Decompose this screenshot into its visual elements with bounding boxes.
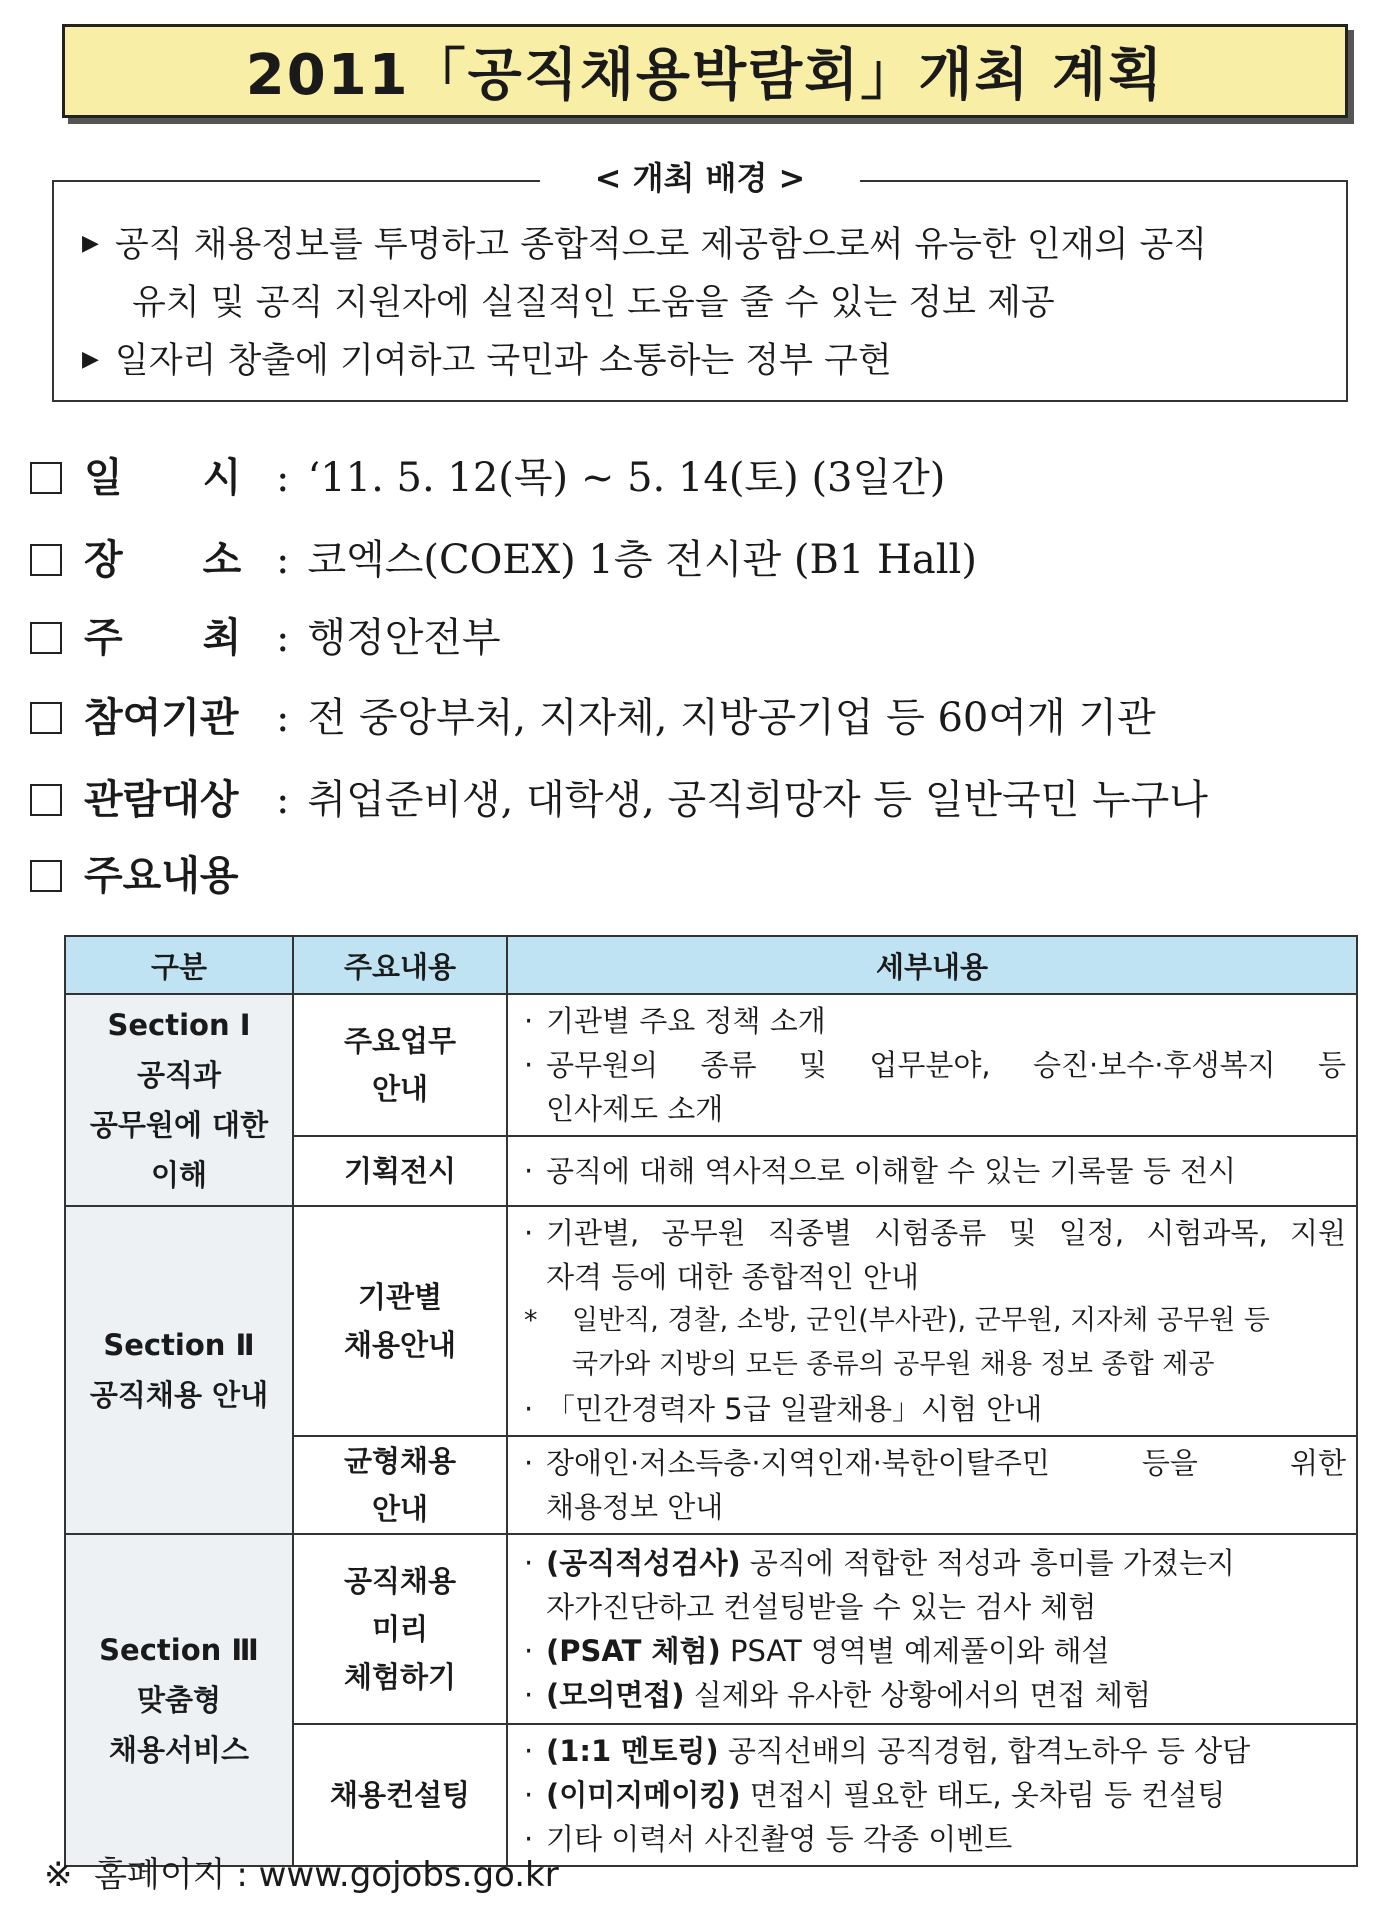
info-value: 행정안전부 (307, 615, 501, 661)
section-1-cell: Section Ⅰ 공직과 공무원에 대한 이해 (65, 994, 293, 1206)
info-row-date: 일 시 : ‘11. 5. 12(목) ~ 5. 14(토) (3일간) (30, 448, 945, 508)
info-label: 일 시 (84, 455, 242, 501)
sub-agency-recruit: 기관별 채용안내 (293, 1206, 507, 1436)
detail-balanced-recruit: · 장애인·저소득층·지역인재·북한이탈주민 등을 위한 채용정보 안내 (507, 1436, 1357, 1534)
section-3-cell: Section Ⅲ 맞춤형 채용서비스 (65, 1534, 293, 1866)
sub-preview-experience: 공직채용 미리 체험하기 (293, 1534, 507, 1724)
info-row-audience: 관람대상 : 취업준비생, 대학생, 공직희망자 등 일반국민 누구나 (30, 770, 1208, 830)
table-row (65, 994, 1357, 1136)
header-main: 주요내용 (293, 936, 507, 994)
checkbox-square-icon (30, 462, 62, 494)
info-label: 주 최 (84, 615, 242, 661)
background-bullet-1-cont: 유치 및 공직 지원자에 실질적인 도움을 줄 수 있는 정보 제공 (132, 283, 1055, 323)
sub-balanced-recruit: 균형채용 안내 (293, 1436, 507, 1534)
detail-recruit-consulting: · (1:1 멘토링) 공직선배의 공직경험, 합격노하우 등 상담 · (이미지메이킹) 면접시 필요한 태도, 옷차림 등 컨설팅 · 기타 이력서 사진촬영 등 각종 이벤트 (507, 1724, 1357, 1866)
background-bullet-2: ▶ 일자리 창출에 기여하고 국민과 소통하는 정부 구현 (82, 341, 892, 381)
homepage-url: www.gojobs.go.kr (258, 1855, 559, 1895)
reference-mark-icon: ※ (44, 1855, 73, 1895)
checkbox-square-icon (30, 860, 62, 892)
footer-label: 홈페이지 (94, 1855, 226, 1895)
table-row (65, 1534, 1357, 1724)
page-title: 2011「공직채용박람회」개최 계획 (62, 24, 1348, 118)
table-header-row (65, 936, 1357, 994)
info-row-venue: 장 소 : 코엑스(COEX) 1층 전시관 (B1 Hall) (30, 530, 977, 590)
info-label: 장 소 (84, 537, 242, 583)
info-value: 전 중앙부처, 지자체, 지방공기업 등 60여개 기관 (307, 695, 1156, 741)
detail-agency-recruit: · 기관별, 공무원 직종별 시험종류 및 일정, 시험과목, 지원 자격 등에 대한 종합적인 안내 * 일반직, 경찰, 소방, 군인(부사관), 군무원, 지자체 공무원 등 국가와 지방의 모든 종류의 공무원 채용 정보 종합 제공 · 「민간경력자 5급 일괄채용」시험 안내 (507, 1206, 1357, 1436)
info-label: 관람대상 (84, 777, 239, 823)
info-row-main-content (30, 846, 294, 906)
header-detail: 세부내용 (507, 936, 1357, 994)
triangle-bullet-icon: ▶ (82, 347, 99, 372)
info-label: 참여기관 (84, 695, 239, 741)
detail-planned-exhibit: · 공직에 대해 역사적으로 이해할 수 있는 기록물 등 전시 (507, 1136, 1357, 1206)
checkbox-square-icon (30, 622, 62, 654)
sub-planned-exhibit: 기획전시 (293, 1136, 507, 1206)
info-value: 취업준비생, 대학생, 공직희망자 등 일반국민 누구나 (307, 777, 1208, 823)
sub-recruit-consulting: 채용컨설팅 (293, 1724, 507, 1866)
info-row-participants: 참여기관 : 전 중앙부처, 지자체, 지방공기업 등 60여개 기관 (30, 688, 1156, 748)
info-row-host: 주 최 : 행정안전부 (30, 608, 501, 668)
checkbox-square-icon (30, 544, 62, 576)
detail-main-business: · 기관별 주요 정책 소개 · 공무원의 종류 및 업무분야, 승진·보수·후생복지 등 인사제도 소개 (507, 994, 1357, 1136)
info-value: ‘11. 5. 12(목) ~ 5. 14(토) (3일간) (307, 455, 946, 501)
sub-main-business: 주요업무 안내 (293, 994, 507, 1136)
checkbox-square-icon (30, 784, 62, 816)
info-label: 주요내용 (84, 853, 239, 899)
background-heading: < 개최 배경 > (540, 155, 860, 201)
checkbox-square-icon (30, 702, 62, 734)
homepage-footer: ※ 홈페이지 : www.gojobs.go.kr (44, 1855, 559, 1895)
header-category: 구분 (65, 936, 293, 994)
table-row (65, 1206, 1357, 1436)
background-bullet-1: ▶ 공직 채용정보를 투명하고 종합적으로 제공함으로써 유능한 인재의 공직 (82, 225, 1208, 265)
section-2-cell: Section Ⅱ 공직채용 안내 (65, 1206, 293, 1534)
info-value: 코엑스(COEX) 1층 전시관 (B1 Hall) (307, 537, 977, 583)
detail-preview-experience: · (공직적성검사) 공직에 적합한 적성과 흥미를 가졌는지 자가진단하고 컨설팅받을 수 있는 검사 체험 · (PSAT 체험) PSAT 영역별 예제풀이와 해설 · (모의면접) 실제와 유사한 상황에서의 면접 체험 (507, 1534, 1357, 1724)
content-table (64, 935, 1358, 1867)
triangle-bullet-icon: ▶ (82, 231, 99, 256)
